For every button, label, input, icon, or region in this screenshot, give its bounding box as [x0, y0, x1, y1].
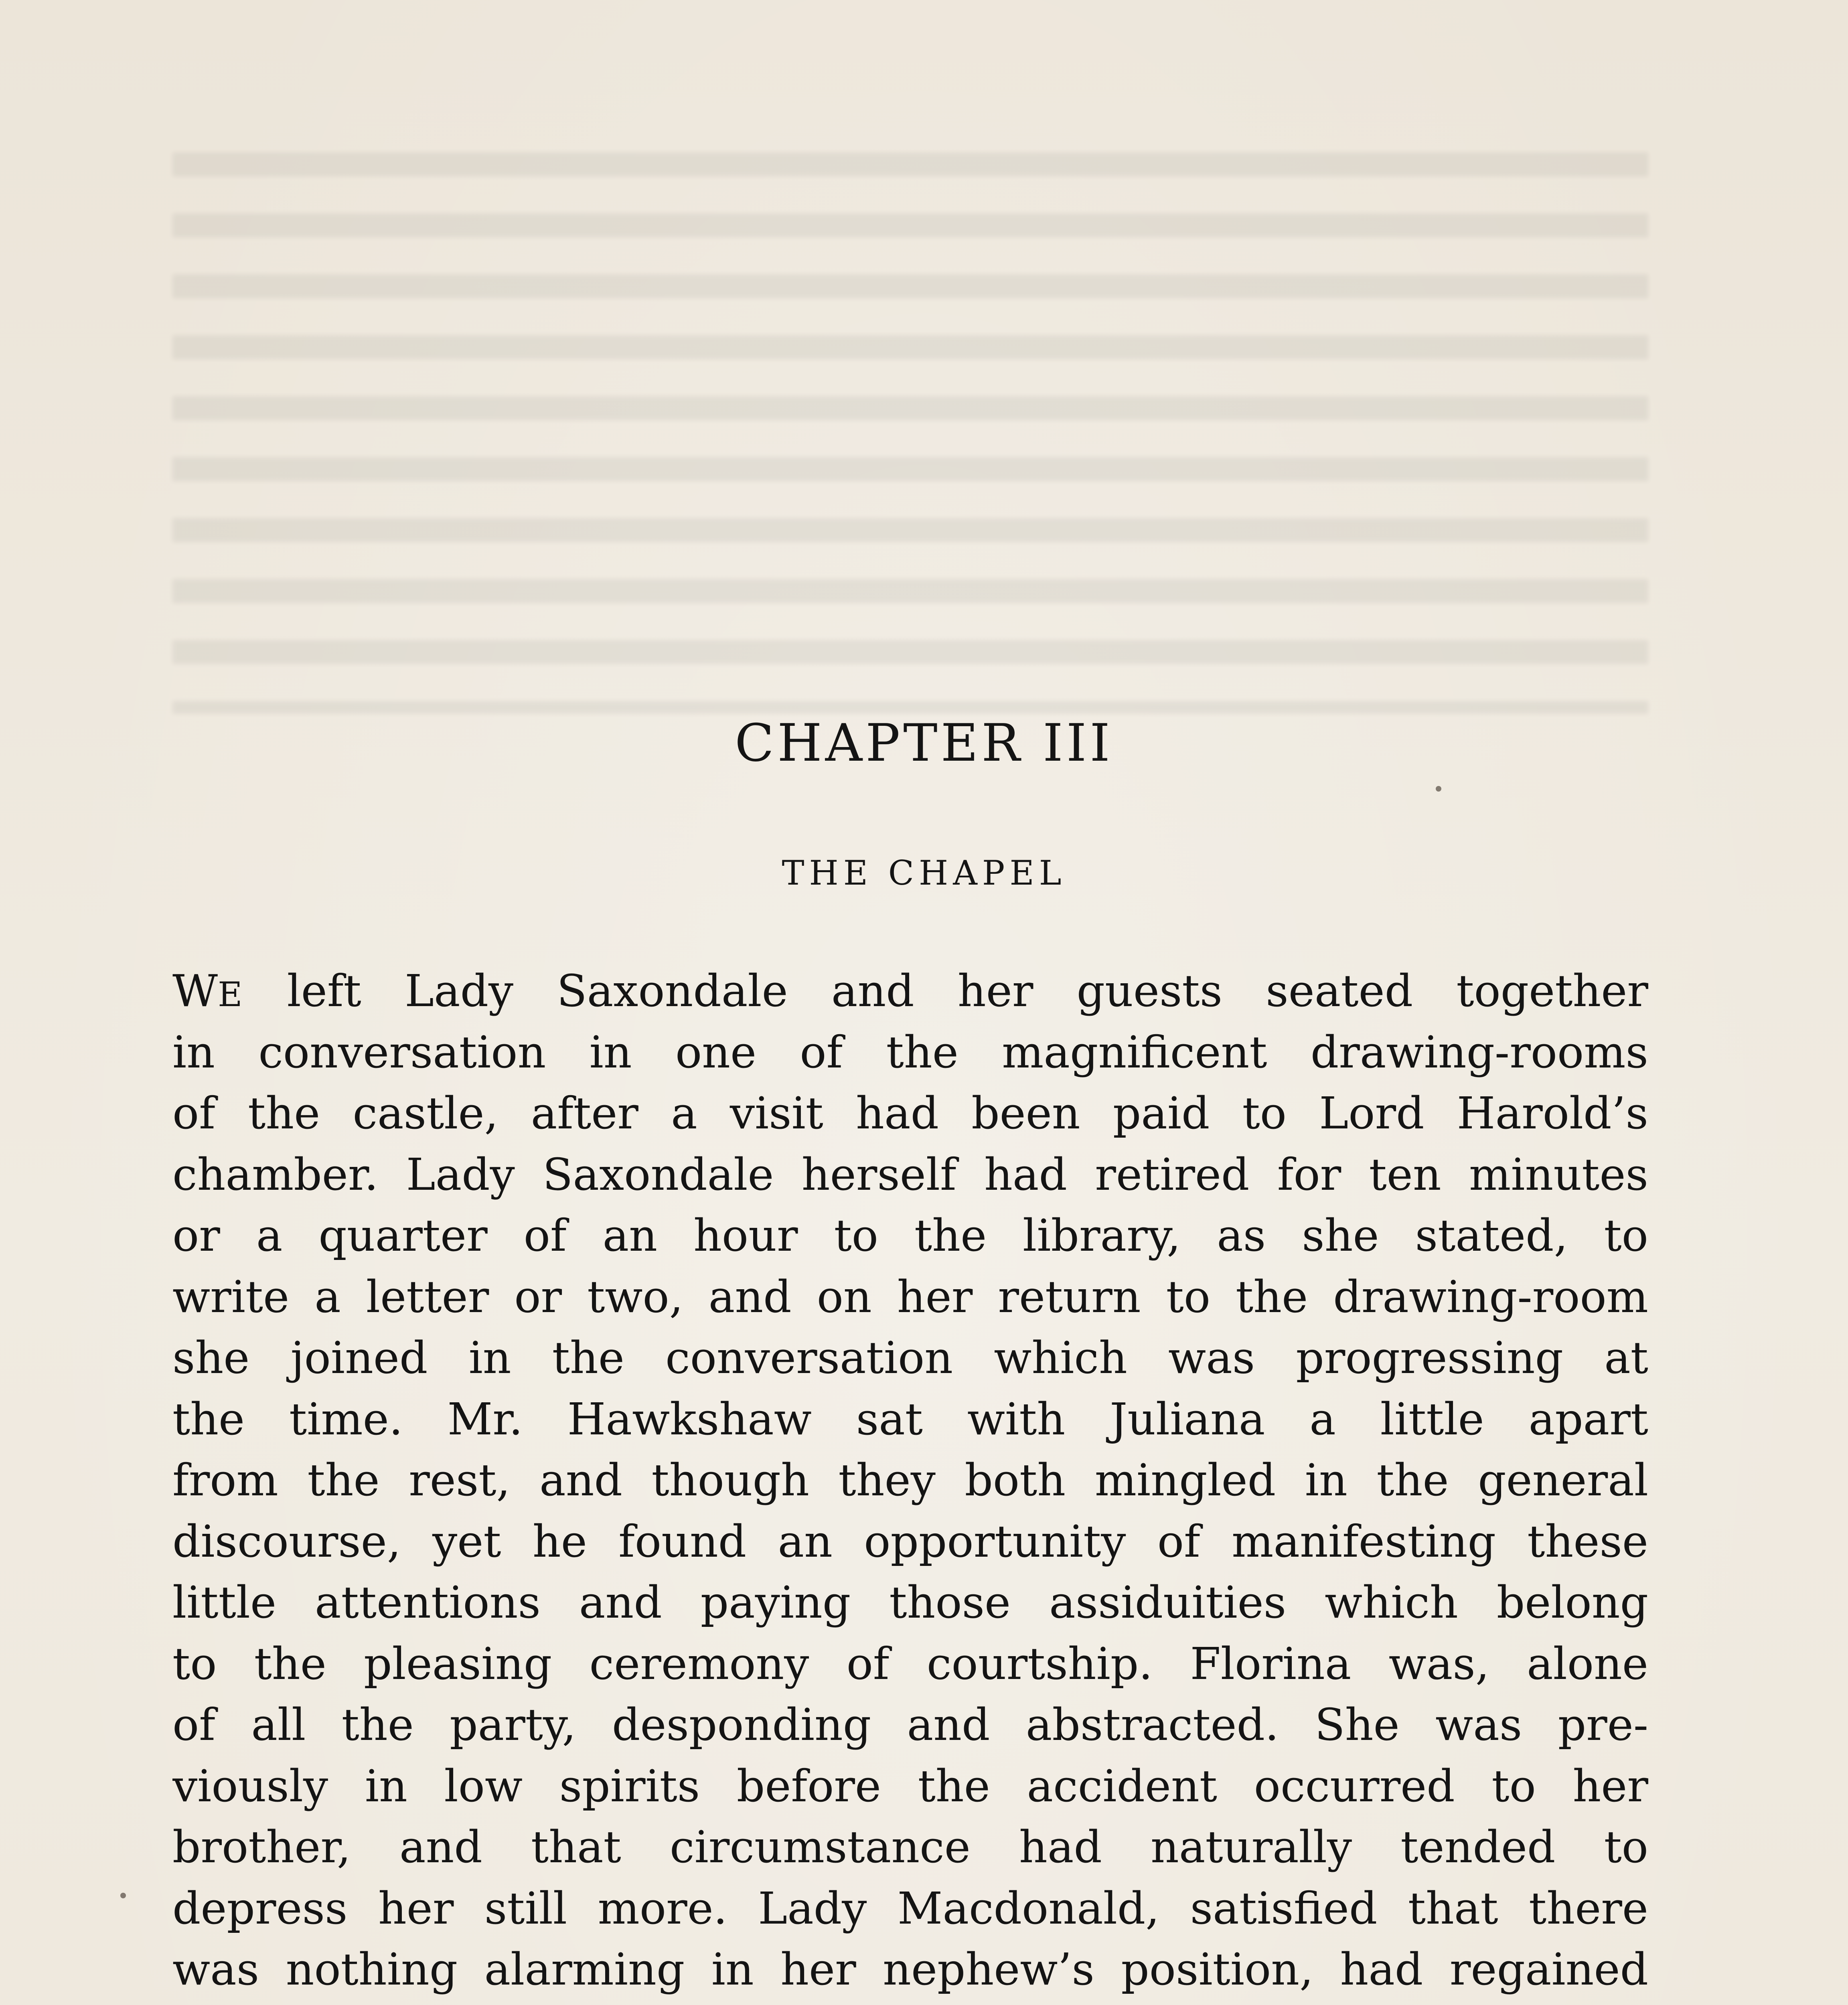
- text-line: discourse, yet he found an opportunity of manifesting these: [172, 1515, 1648, 1567]
- text-line: depress her still more. Lady Macdonald, satisfied that there: [172, 1882, 1648, 1934]
- text-line: of all the party, desponding and abstracted. She was pre-: [172, 1699, 1648, 1750]
- text-line-rest: left Lady Saxondale and her guests seated together: [243, 965, 1648, 1017]
- text-line: viously in low spirits before the accident occurred to her: [172, 1760, 1648, 1812]
- text-line: of the castle, after a visit had been paid to Lord Harold’s: [172, 1088, 1648, 1139]
- chapter-subtitle: THE CHAPEL: [782, 853, 1066, 893]
- paper-speck: [120, 1893, 126, 1898]
- text-line: from the rest, and though they both mingled in the general: [172, 1454, 1648, 1506]
- text-line: little attentions and paying those assiduities which belong: [172, 1577, 1648, 1628]
- text-line: [172, 2000, 1648, 2005]
- text-line: brother, and that circumstance had naturally tended to: [172, 1821, 1648, 1873]
- text-line: was nothing alarming in her nephew’s position, had regained: [172, 1944, 1648, 1995]
- small-caps-letter: E: [218, 975, 244, 1014]
- drop-initial: W: [172, 965, 218, 1017]
- text-line: the time. Mr. Hawkshaw sat with Juliana a little apart: [172, 1393, 1648, 1445]
- paper-speck: [1436, 786, 1441, 792]
- text-line: write a letter or two, and on her return to the drawing-room: [172, 1271, 1648, 1322]
- text-line: chamber. Lady Saxondale herself had retired for ten minutes: [172, 1148, 1648, 1200]
- bleed-through-text: [172, 152, 1648, 714]
- text-line: in conversation in one of the magnificent drawing-rooms: [172, 1026, 1648, 1078]
- chapter-title: CHAPTER III: [735, 713, 1113, 773]
- text-line: she joined in the conversation which was progressing at: [172, 1332, 1648, 1383]
- paragraph-1: [172, 960, 1648, 2005]
- body-text: [172, 960, 1648, 2005]
- text-line: [172, 960, 1648, 1022]
- text-line: to the pleasing ceremony of courtship. Florina was, alone: [172, 1638, 1648, 1689]
- text-line: or a quarter of an hour to the library, as she stated, to: [172, 1210, 1648, 1261]
